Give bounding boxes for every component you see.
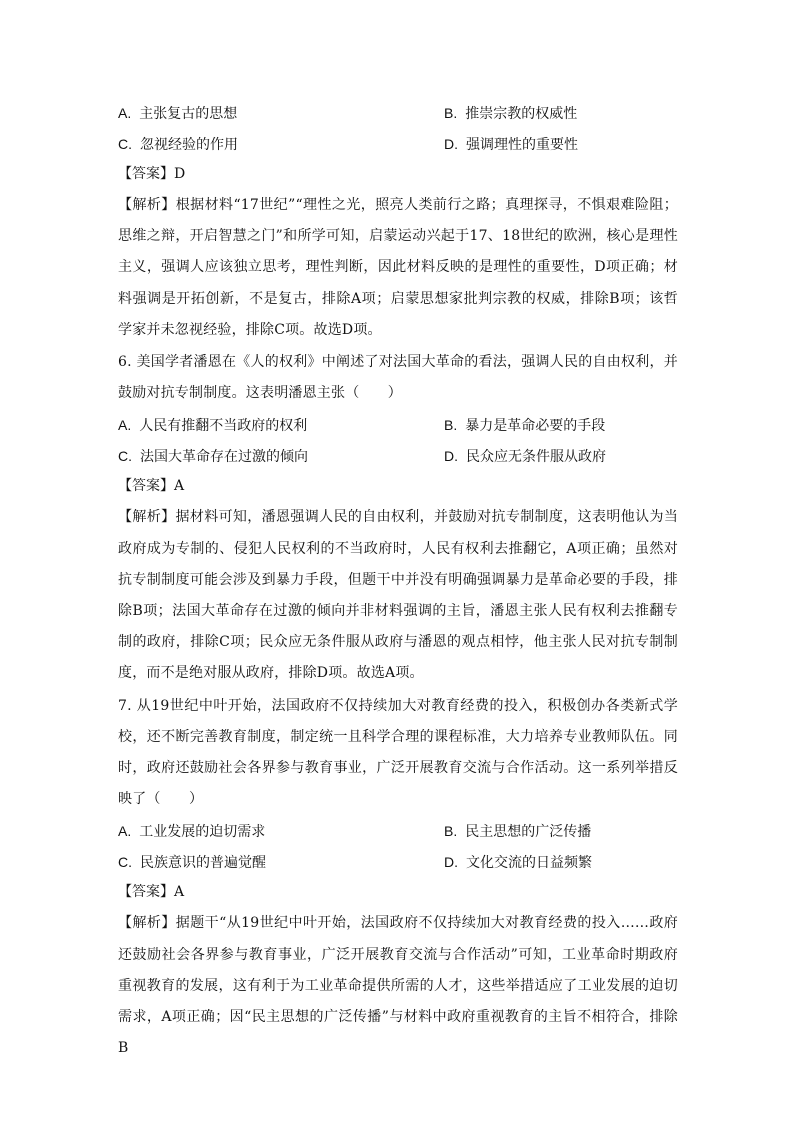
analysis-text: 根据材料“17世纪”“理性之光，照亮人类前行之路；真理探寻，不惧艰难险阻；思维之辩，开启智慧之门”和所学可知，启蒙运动兴起于17、18世纪的欧洲，核心是理性主义，强调人应该独立思考，理性判断，因此材料反映的是理性的重要性，D项正确；材料强调是开拓创新，不是复古，排除A项；启蒙思想家批判宗教的权威，排除B项；该哲学家并未忽视经验，排除C项。故选D项。: [118, 197, 678, 338]
answer-label: 答案: [132, 166, 160, 182]
analysis-text: 据题干“从19世纪中叶开始，法国政府不仅持续加大对教育经费的投入……政府还鼓励社会各界参与教育事业，广泛开展教育交流与合作活动”可知，工业革命时期政府重视教育的发展，这有利于为工业革命提供所需的人才，这些举措适应了工业发展的迫切需求，A项正确；因“民主思想的广泛传播”与材料中政府重视教育的主旨不相符合，排除B: [118, 915, 679, 1057]
option-b: [444, 103, 678, 123]
option-letter: A.: [118, 416, 132, 433]
option-letter: C.: [118, 135, 132, 152]
answer-line: 【答案】A: [118, 478, 185, 495]
options-row: [118, 846, 678, 877]
option-text: 民族意识的普遍觉醒: [140, 854, 266, 871]
option-letter: C.: [118, 447, 132, 464]
options-row: [118, 815, 678, 846]
option-c: [118, 134, 444, 154]
answer-line: 【答案】D: [118, 166, 186, 182]
option-d: [444, 134, 678, 154]
analysis-label: 解析: [132, 915, 162, 932]
option-a: [118, 821, 444, 841]
option-text: 强调理性的重要性: [466, 136, 578, 153]
analysis-label: 解析: [132, 509, 162, 526]
option-text: 民众应无条件服从政府: [466, 448, 606, 465]
option-text: 人民有推翻不当政府的权利: [139, 417, 308, 434]
option-letter: B.: [444, 104, 458, 121]
answer-label: 答案: [132, 884, 160, 901]
option-b: [444, 821, 678, 841]
option-d: [444, 852, 678, 872]
option-text: 法国大革命存在过激的倾向: [140, 448, 308, 465]
answer-value: D: [174, 166, 186, 182]
answer-label: 答案: [132, 478, 160, 495]
analysis-paragraph: 【解析】据题干“从19世纪中叶开始，法国政府不仅持续加大对教育经费的投入……政府还鼓励社会各界参与教育事业，广泛开展教育交流与合作活动”可知，工业革命时期政府重视教育的发展，这有利于为工业革命提供所需的人才，这些举措适应了工业发展的迫切需求，A项正确；因“民主思想的广泛传播”与材料中政府重视教育的主旨不相符合，排除B: [118, 915, 679, 1057]
option-text: 推崇宗教的权威性: [465, 105, 578, 122]
option-text: 文化交流的日益频繁: [466, 854, 592, 871]
option-a: [118, 415, 444, 435]
options-row: [118, 409, 678, 440]
option-c: [118, 446, 444, 466]
option-d: [444, 446, 678, 466]
answer-line: 【答案】A: [118, 884, 185, 901]
option-letter: C.: [118, 853, 132, 870]
answer-value: A: [174, 884, 185, 901]
option-a: [118, 103, 444, 123]
option-letter: B.: [444, 416, 458, 433]
option-text: 暴力是革命必要的手段: [465, 417, 606, 434]
option-text: 民主思想的广泛传播: [465, 823, 592, 840]
option-text: 主张复古的思想: [139, 105, 238, 122]
option-letter: D.: [444, 853, 458, 870]
question-stem: 7. 从19世纪中叶开始，法国政府不仅持续加大对教育经费的投入，积极创办各类新式学校，还不断完善教育制度，制定统一且科学合理的课程标准，大力培养专业教师队伍。同时，政府还鼓励社会各界参与教育事业，广泛开展教育交流与合作活动。这一系列举措反映了（ ）: [118, 697, 678, 808]
option-letter: A.: [118, 822, 132, 839]
question-stem: 6. 美国学者潘恩在《人的权利》中阐述了对法国大革命的看法，强调人民的自由权利，并鼓励对抗专制制度。这表明潘恩主张（ ）: [118, 354, 678, 402]
option-letter: A.: [118, 104, 132, 121]
option-letter: B.: [444, 822, 458, 839]
options-row: [118, 97, 678, 128]
analysis-paragraph: 【解析】根据材料“17世纪”“理性之光，照亮人类前行之路；真理探寻，不惧艰难险阻；思维之辩，开启智慧之门”和所学可知，启蒙运动兴起于17、18世纪的欧洲，核心是理性主义，强调人应该独立思考，理性判断，因此材料反映的是理性的重要性，D项正确；材料强调是开拓创新，不是复古，排除A项；启蒙思想家批判宗教的权威，排除B项；该哲学家并未忽视经验，排除C项。故选D项。: [118, 197, 678, 338]
answer-value: A: [174, 478, 185, 495]
option-letter: D.: [444, 447, 458, 464]
option-text: 工业发展的迫切需求: [139, 823, 266, 840]
page-content: [118, 97, 678, 1064]
analysis-paragraph: 【解析】据材料可知，潘恩强调人民的自由权利，并鼓励对抗专制制度，这表明他认为当政府成为专制的、侵犯人民权利的不当政府时，人民有权利去推翻它，A项正确；虽然对抗专制制度可能会涉及到暴力手段，但题干中并没有明确强调暴力是革命必要的手段，排除B项；法国大革命存在过激的倾向并非材料强调的主旨，潘恩主张人民有权利去推翻专制的政府，排除C项；民众应无条件服从政府与潘恩的观点相悖，他主张人民对抗专制制度，而不是绝对服从政府，排除D项。故选A项。: [118, 509, 679, 682]
analysis-text: 据材料可知，潘恩强调人民的自由权利，并鼓励对抗专制制度，这表明他认为当政府成为专制的、侵犯人民权利的不当政府时，人民有权利去推翻它，A项正确；虽然对抗专制制度可能会涉及到暴力手段，但题干中并没有明确强调暴力是革命必要的手段，排除B项；法国大革命存在过激的倾向并非材料强调的主旨，潘恩主张人民有权利去推翻专制的政府，排除C项；民众应无条件服从政府与潘恩的观点相悖，他主张人民对抗专制制度，而不是绝对服从政府，排除D项。故选A项。: [118, 509, 679, 682]
option-text: 忽视经验的作用: [140, 136, 238, 153]
options-row: [118, 128, 678, 159]
options-row: [118, 440, 678, 471]
option-b: [444, 415, 678, 435]
option-letter: D.: [444, 135, 458, 152]
option-c: [118, 852, 444, 872]
analysis-label: 解析: [132, 197, 162, 213]
